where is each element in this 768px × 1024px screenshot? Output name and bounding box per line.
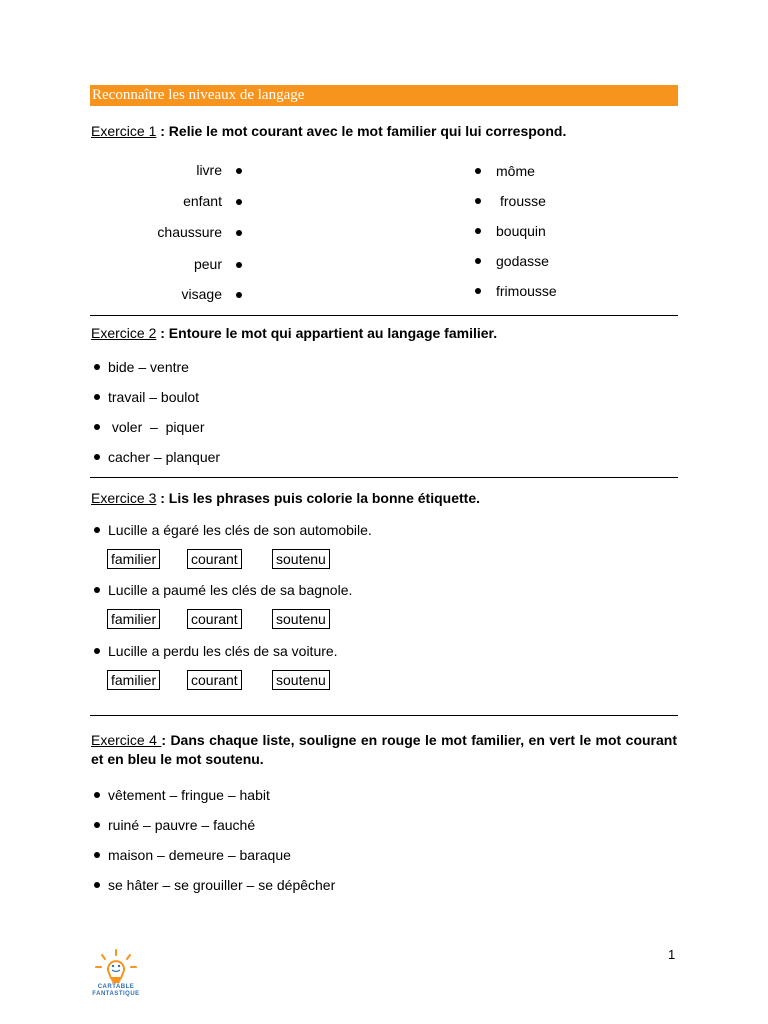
right-dot-1[interactable] (475, 168, 481, 174)
exercise-1-title (91, 122, 566, 140)
tag-familier[interactable]: familier (107, 549, 160, 569)
ex3-sentence-3-text: Lucille a perdu les clés de sa voiture. (108, 643, 338, 659)
tag-familier[interactable]: familier (107, 609, 160, 629)
logo-line-2: FANTASTIQUE (92, 991, 140, 997)
right-word-4: godasse (496, 253, 549, 269)
tag-courant[interactable]: courant (187, 549, 242, 569)
bullet-icon (94, 792, 100, 798)
exercise-4-instruction: : Dans chaque liste, souligne en rouge le mot familier, en vert le mot courant et en bleu le mot soutenu. (91, 732, 677, 767)
divider (90, 477, 678, 478)
exercise-3-instruction: : Lis les phrases puis colorie la bonne étiquette. (156, 490, 480, 506)
bullet-icon (94, 527, 100, 533)
tag-soutenu[interactable]: soutenu (272, 549, 330, 569)
bullet-icon (94, 648, 100, 654)
exercise-3-title (91, 489, 480, 507)
bullet-icon (94, 587, 100, 593)
bullet-icon (94, 364, 100, 370)
divider (90, 715, 678, 716)
ex2-item-4-text[interactable]: cacher – planquer (108, 449, 221, 465)
ex2-item-3 (91, 418, 205, 436)
right-dot-3[interactable] (475, 228, 481, 234)
ex4-item-2 (91, 816, 255, 834)
ex2-item-1-text[interactable]: bide – ventre (108, 359, 189, 375)
left-dot-3[interactable] (236, 230, 242, 236)
logo-line-1: CARTABLE (97, 984, 135, 990)
right-word-1: môme (496, 163, 535, 179)
ex2-item-2-text[interactable]: travail – boulot (108, 389, 200, 405)
bullet-icon (94, 882, 100, 888)
ex2-item-4 (91, 448, 220, 466)
exercise-1-label: Exercice 1 (91, 123, 157, 139)
exercise-2-instruction: : Entoure le mot qui appartient au langage familier. (156, 325, 498, 341)
left-dot-1[interactable] (236, 168, 242, 174)
right-word-2: frousse (500, 193, 546, 209)
tag-soutenu[interactable]: soutenu (272, 609, 330, 629)
exercise-3-label: Exercice 3 (91, 490, 157, 506)
ex2-item-3-text[interactable]: voler – piquer (108, 419, 205, 435)
bullet-icon (94, 852, 100, 858)
ex2-item-1 (91, 358, 189, 376)
page-title: Reconnaître les niveaux de langage (90, 85, 678, 106)
ex4-item-4 (91, 876, 335, 894)
page-number: 1 (668, 947, 676, 962)
left-dot-2[interactable] (236, 199, 242, 205)
exercise-2-title (91, 324, 497, 342)
tag-familier[interactable]: familier (107, 670, 160, 690)
ex4-item-3-text[interactable]: maison – demeure – baraque (108, 847, 291, 863)
left-word-2: enfant (183, 193, 222, 209)
ex2-item-2 (91, 388, 199, 406)
tag-courant[interactable]: courant (187, 670, 242, 690)
bullet-icon (94, 822, 100, 828)
ex4-item-2-text[interactable]: ruiné – pauvre – fauché (108, 817, 256, 833)
right-dot-2[interactable] (475, 198, 481, 204)
ex3-sentence-3 (91, 642, 338, 660)
logo-text (88, 984, 144, 998)
left-word-3: chaussure (157, 224, 222, 240)
ex4-item-1 (91, 786, 270, 804)
ex4-item-3 (91, 846, 291, 864)
bullet-icon (94, 454, 100, 460)
ex4-item-4-text[interactable]: se hâter – se grouiller – se dépêcher (108, 877, 336, 893)
left-word-1: livre (196, 162, 222, 178)
tag-courant[interactable]: courant (187, 609, 242, 629)
divider (90, 315, 678, 316)
left-word-4: peur (193, 256, 222, 272)
right-dot-5[interactable] (475, 288, 481, 294)
ex3-sentence-2 (91, 581, 352, 599)
right-word-5: frimousse (496, 283, 557, 299)
exercise-4-label: Exercice 4 (91, 732, 162, 748)
right-dot-4[interactable] (475, 258, 481, 264)
left-dot-4[interactable] (236, 262, 242, 268)
ex4-item-1-text[interactable]: vêtement – fringue – habit (108, 787, 270, 803)
ex3-sentence-1-text: Lucille a égaré les clés de son automobile. (108, 522, 372, 538)
bullet-icon (94, 394, 100, 400)
ex3-sentence-1 (91, 521, 372, 539)
left-dot-5[interactable] (236, 292, 242, 298)
exercise-1-instruction: : Relie le mot courant avec le mot familier qui lui correspond. (156, 123, 567, 139)
bullet-icon (94, 424, 100, 430)
tag-soutenu[interactable]: soutenu (272, 670, 330, 690)
exercise-4-title (91, 731, 677, 769)
exercise-2-label: Exercice 2 (91, 325, 157, 341)
right-word-3: bouquin (496, 223, 546, 239)
left-word-5: visage (181, 286, 222, 302)
ex3-sentence-2-text: Lucille a paumé les clés de sa bagnole. (108, 582, 353, 598)
